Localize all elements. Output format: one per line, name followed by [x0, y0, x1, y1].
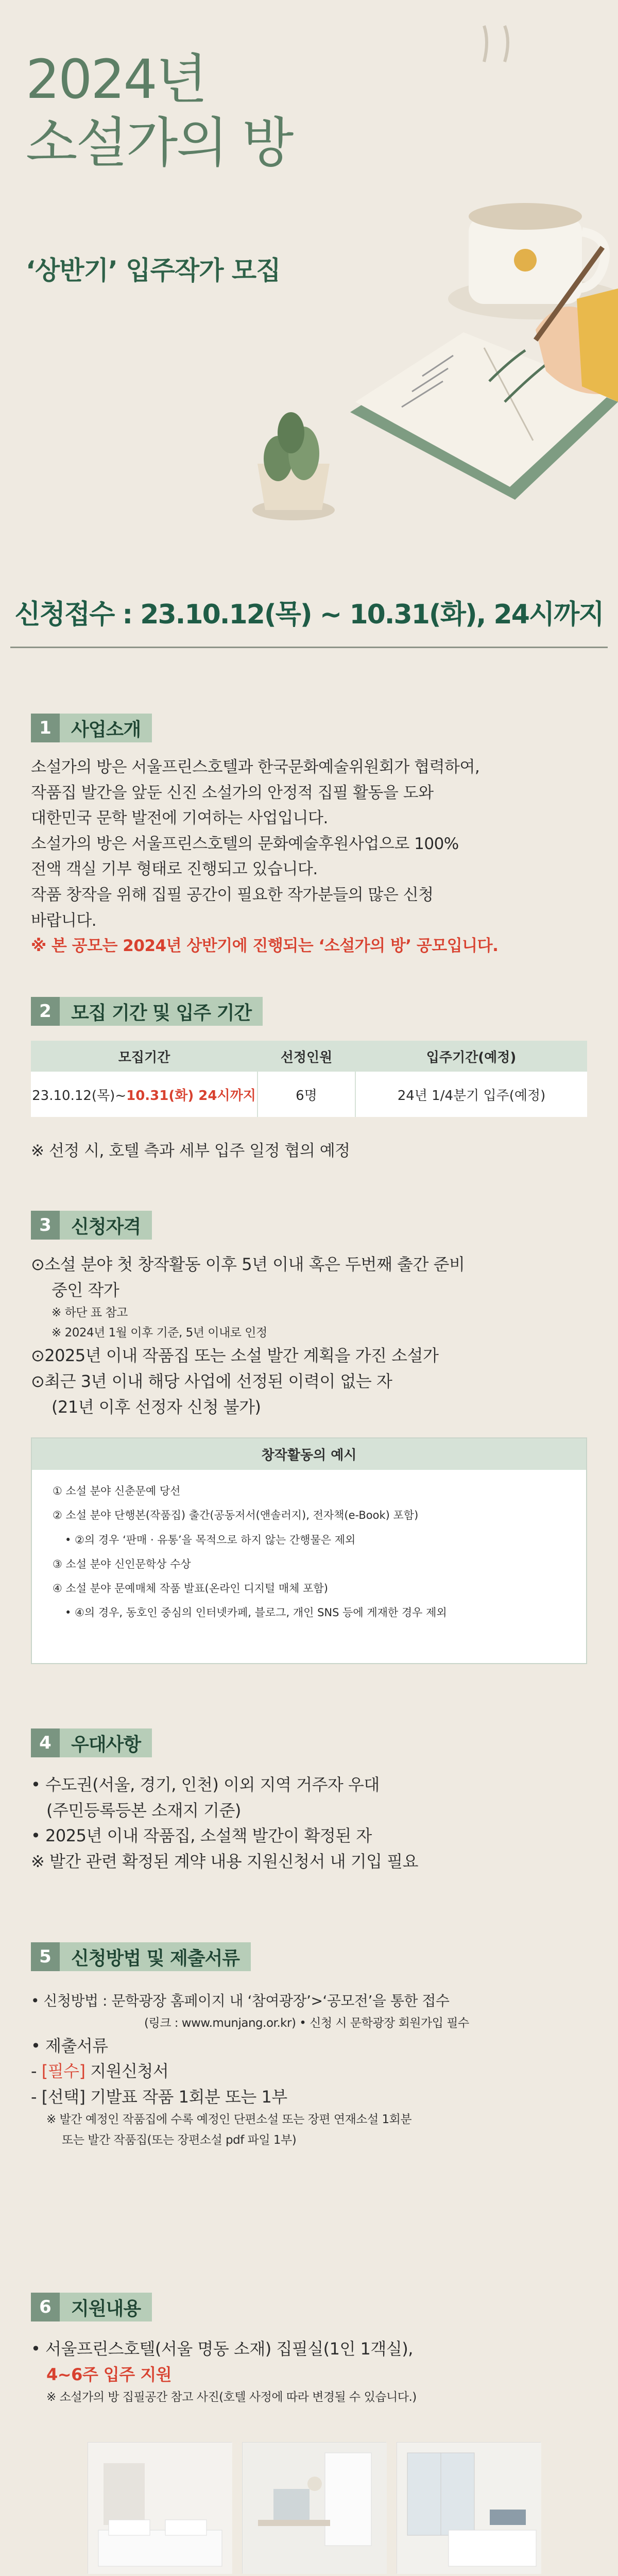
room-photo [88, 2442, 232, 2573]
table-header: 선정인원 [280, 1049, 333, 1065]
section-4-body [31, 1772, 592, 1874]
section-title: 지원내용 [60, 2293, 152, 2321]
text-line: ※ 소설가의 방 집필공간 참고 사진(호텔 사정에 따라 변경될 수 있습니다.) [46, 2391, 417, 2404]
section-title: 사업소개 [60, 714, 152, 742]
text-line: - [선택] 기발표 작품 1회분 또는 1부 [31, 2087, 287, 2107]
divider [10, 647, 608, 648]
section-number: 1 [31, 714, 60, 742]
box-item: ① 소설 분야 신춘문예 당선 [53, 1485, 181, 1497]
section-6-header [31, 2293, 152, 2321]
section-title: 신청방법 및 제출서류 [60, 1942, 251, 1971]
text-line: (주민등록등본 소재지 기준) [46, 1800, 241, 1820]
period-end: 10.31(화) 24시까지 [126, 1088, 256, 1104]
text-line: • 제출서류 [31, 2036, 108, 2056]
text-line: 작품 창작을 위해 집필 공간이 필요한 작가분들의 많은 신청 [31, 885, 434, 904]
text-line: ※ 2024년 1월 이후 기준, 5년 이내로 인정 [52, 1326, 267, 1340]
hero-title: 소설가의 방 [26, 111, 293, 174]
text-fragment: 지원신청서 [85, 2061, 169, 2081]
notice-text: ※ 본 공모는 2024년 상반기에 진행되는 ‘소설가의 방’ 공모입니다. [31, 937, 499, 956]
hero-subtitle: ‘상반기’ 입주작가 모집 [26, 256, 281, 285]
period-start: 23.10.12(목)~ [32, 1088, 127, 1104]
section-number: 2 [31, 997, 60, 1026]
box-item: ④ 소설 분야 문예매체 작품 발표(온라인 디지털 매체 포함) [53, 1582, 328, 1595]
table-cell-stay: 24년 1/4분기 입주(예정) [397, 1088, 546, 1104]
text-line: • 2025년 이내 작품집, 소설책 발간이 확정된 자 [31, 1826, 372, 1846]
text-line: 소설가의 방은 서울프린스호텔과 한국문화예술위원회가 협력하여, [31, 758, 480, 776]
plant-icon [252, 412, 335, 520]
section-5-body [31, 1989, 592, 2150]
text-line: (21년 이후 선정자 신청 불가) [52, 1397, 261, 1417]
text-line: ⊙2025년 이내 작품집 또는 소설 발간 계획을 가진 소설가 [31, 1346, 439, 1366]
text-line: 전액 객실 기부 형태로 진행되고 있습니다. [31, 860, 318, 879]
writer-illustration [247, 21, 618, 577]
box-item: ② 소설 분야 단행본(작품집) 출간(공동저서(앤솔러지), 전자책(e-Book) 포함) [53, 1509, 419, 1522]
room-photo [397, 2442, 541, 2573]
bedroom-image [88, 2443, 232, 2574]
room-photo [242, 2442, 386, 2573]
schedule-table [31, 1041, 587, 1117]
section-3-body [31, 1252, 592, 1420]
hero-year: 2024년 [26, 48, 207, 111]
table-cell-count: 6명 [258, 1072, 355, 1117]
section-title: 모집 기간 및 입주 기간 [60, 997, 263, 1026]
text-line: ⊙최근 3년 이내 해당 사업에 선정된 이력이 없는 자 [31, 1371, 392, 1391]
support-period-highlight: 4~6주 입주 지원 [46, 2364, 172, 2384]
text-line: 또는 발간 작품집(또는 장편소설 pdf 파일 1부) [62, 2133, 297, 2147]
section-title: 신청자격 [60, 1211, 152, 1240]
text-line: 중인 작가 [52, 1280, 119, 1300]
coffee-cup-icon [448, 26, 618, 319]
section-6-body [31, 2336, 592, 2408]
section-number: 6 [31, 2293, 60, 2321]
text-line: • 수도권(서울, 경기, 인천) 이외 지역 거주자 우대 [31, 1775, 380, 1794]
text-line: ※ 하단 표 참고 [52, 1306, 128, 1320]
section-number: 4 [31, 1728, 60, 1757]
section-number: 3 [31, 1211, 60, 1240]
section-2-note: ※ 선정 시, 호텔 측과 세부 입주 일정 협의 예정 [31, 1142, 350, 1160]
application-period: 신청접수 : 23.10.12(목) ~ 10.31(화), 24시까지 [14, 599, 604, 630]
window-room-image [397, 2443, 541, 2574]
text-line: 바랍니다. [31, 911, 97, 930]
section-4-header [31, 1728, 152, 1757]
text-line: 대한민국 문학 발전에 기여하는 사업입니다. [31, 809, 328, 828]
required-tag: [필수] [41, 2061, 85, 2081]
box-item: • ②의 경우 ‘판매 · 유통’을 목적으로 하지 않는 간행물은 제외 [65, 1533, 356, 1546]
text-line: ※ 발간 관련 확정된 계약 내용 지원신청서 내 기입 필요 [31, 1851, 419, 1871]
box-title: 창작활동의 예시 [32, 1438, 586, 1470]
box-item: • ④의 경우, 동호인 중심의 인터넷카페, 블로그, 개인 SNS 등에 게재한 경우 제외 [65, 1606, 447, 1619]
text-line: ⊙소설 분야 첫 창작활동 이후 5년 이내 혹은 두번째 출간 준비 [31, 1255, 465, 1274]
text-line: • 신청방법 : 문학광장 홈페이지 내 ‘참여광장’>‘공모전’을 통한 접수 [31, 1992, 450, 2009]
section-2-header [31, 997, 263, 1026]
table-header: 모집기간 [118, 1049, 170, 1065]
text-fragment: - [31, 2061, 42, 2081]
section-title: 우대사항 [60, 1728, 152, 1757]
section-5-header [31, 1942, 251, 1971]
website-link-text: (링크 : www.munjang.or.kr) • 신청 시 문학광장 회원가입 필수 [144, 2016, 469, 2030]
table-header: 입주기간(예정) [426, 1049, 517, 1065]
section-3-header [31, 1211, 152, 1240]
text-line: 작품집 발간을 앞둔 신진 소설가의 안정적 집필 활동을 도와 [31, 783, 434, 802]
section-1-header [31, 714, 152, 742]
table-cell-period [31, 1072, 258, 1117]
section-1-body [31, 755, 592, 959]
box-item: ③ 소설 분야 신인문학상 수상 [53, 1557, 191, 1570]
section-number: 5 [31, 1942, 60, 1971]
activity-example-box [31, 1437, 587, 1664]
text-line: ※ 발간 예정인 작품집에 수록 예정인 단편소설 또는 장편 연재소설 1회분 [46, 2113, 412, 2127]
text-line: 소설가의 방은 서울프린스호텔의 문화예술후원사업으로 100% [31, 834, 459, 853]
text-line [31, 2059, 592, 2084]
desk-image [243, 2443, 387, 2574]
text-line: • 서울프린스호텔(서울 명동 소재) 집필실(1인 1객실), [31, 2339, 413, 2359]
